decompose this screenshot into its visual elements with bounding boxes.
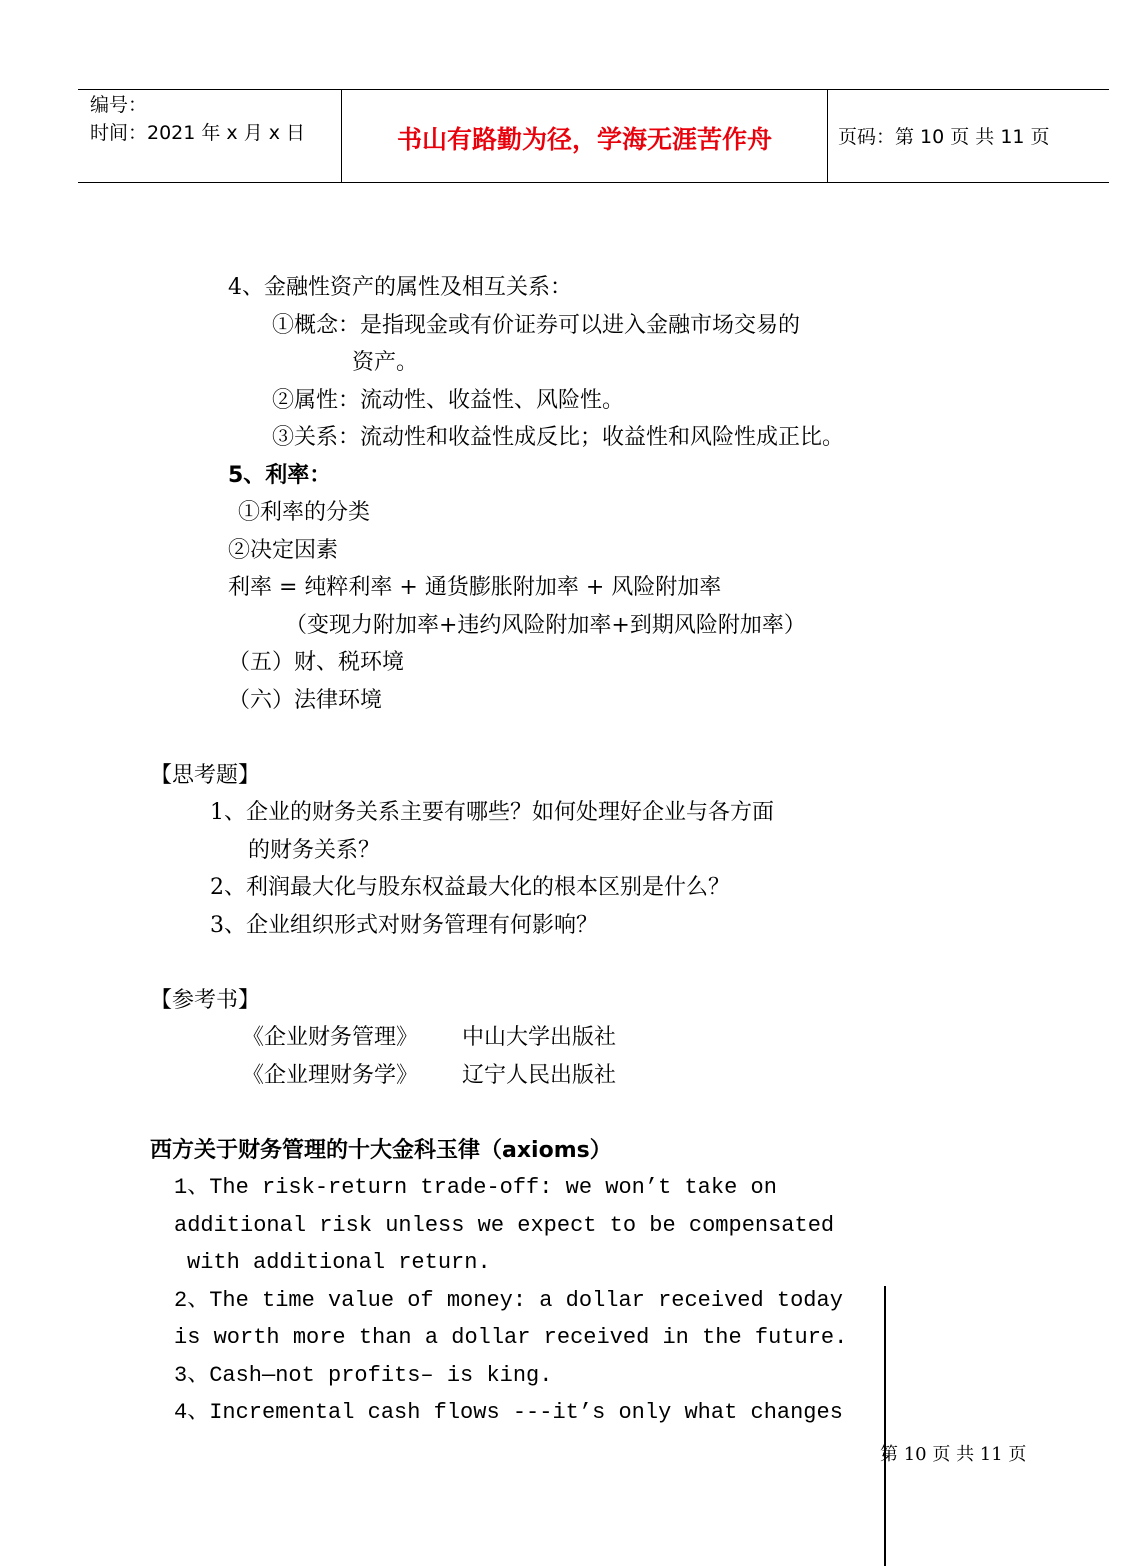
axiom-1-line2: additional risk unless we expect to be compensated: [174, 1213, 835, 1238]
section-5-classification: ①利率的分类: [238, 500, 371, 525]
section-4-concept-line2: 资产。: [352, 350, 419, 375]
question-1-line2: 的财务关系？: [248, 838, 381, 863]
section-4-title: 4、金融性资产的属性及相互关系：: [228, 275, 572, 300]
footer-page-number: 第 10 页 共 11 页: [880, 1444, 1027, 1465]
section-5-title: 5、利率：: [228, 463, 332, 488]
header-motto: 书山有路勤为径，学海无涯苦作舟: [396, 125, 772, 154]
question-3: 3、企业组织形式对财务管理有何影响？: [210, 913, 598, 938]
section-5-factors: ②决定因素: [228, 538, 339, 563]
env-legal: （六）法律环境: [228, 688, 383, 713]
question-1-line1: 1、企业的财务关系主要有哪些？如何处理好企业与各方面: [210, 800, 774, 825]
header-bottom-rule: [78, 182, 1109, 183]
header-divider-right: [827, 89, 828, 182]
book-1-title: 《企业财务管理》: [242, 1025, 419, 1050]
axiom-4-line1: 4、Incremental cash flows ---it’s only what changes: [174, 1400, 843, 1425]
section-4-attributes: ②属性：流动性、收益性、风险性。: [272, 388, 625, 413]
book-1-publisher: 中山大学出版社: [462, 1025, 617, 1050]
book-2-publisher: 辽宁人民出版社: [462, 1063, 617, 1088]
questions-title: 【思考题】: [150, 763, 261, 788]
header-time-label: 时间：2021 年 x 月 x 日: [90, 122, 306, 144]
book-2-title: 《企业理财务学》: [242, 1063, 419, 1088]
axiom-1-line1: 1、The risk-return trade-off: we won’t take on: [174, 1175, 777, 1200]
margin-rule: [884, 1286, 886, 1566]
header-number-label: 编号：: [90, 94, 148, 116]
section-4-relation: ③关系：流动性和收益性成反比；收益性和风险性成正比。: [272, 425, 845, 450]
header-page-label: 页码：第 10 页 共 11 页: [838, 126, 1050, 148]
header-top-rule: [78, 89, 1109, 90]
axiom-1-line3: with additional return.: [187, 1250, 491, 1275]
question-2: 2、利润最大化与股东权益最大化的根本区别是什么？: [210, 875, 730, 900]
env-fiscal-tax: （五）财、税环境: [228, 650, 405, 675]
section-5-formula: 利率 = 纯粹利率 + 通货膨胀附加率 + 风险附加率: [228, 575, 722, 600]
axiom-2-line2: is worth more than a dollar received in the future.: [174, 1325, 848, 1350]
axiom-3: 3、Cash—not profits– is king.: [174, 1363, 553, 1388]
books-title: 【参考书】: [150, 988, 261, 1013]
section-5-formula-note: （变现力附加率+违约风险附加率+到期风险附加率）: [285, 613, 806, 638]
axiom-2-line1: 2、The time value of money: a dollar received today: [174, 1288, 843, 1313]
section-4-concept-line1: ①概念：是指现金或有价证券可以进入金融市场交易的: [272, 313, 801, 338]
axioms-title: 西方关于财务管理的十大金科玉律（axioms）: [150, 1138, 612, 1163]
